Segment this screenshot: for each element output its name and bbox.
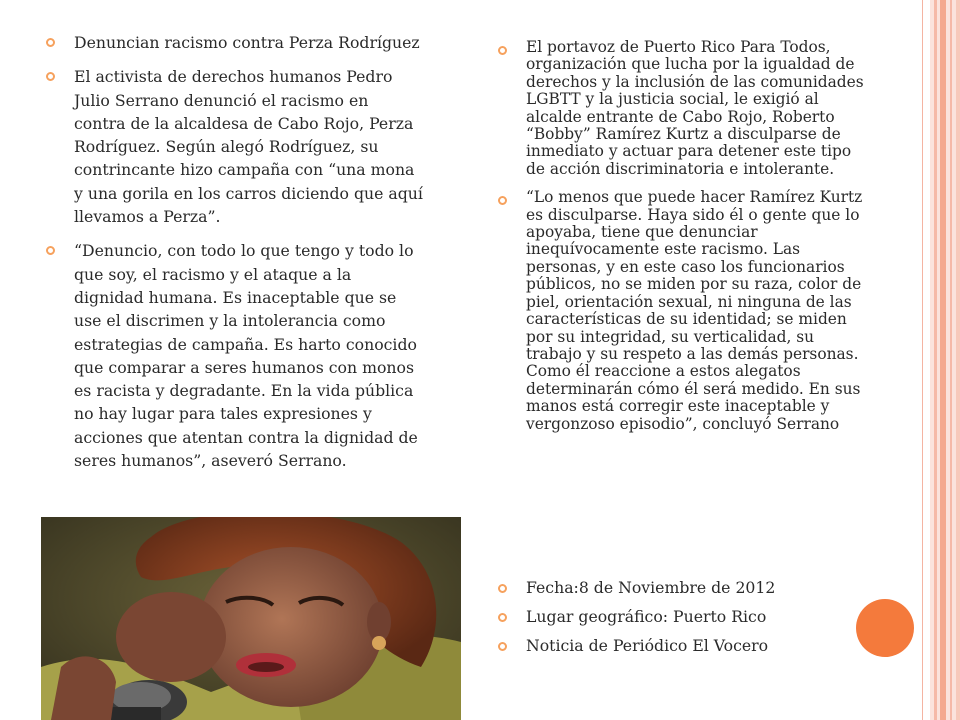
bullet-circle-icon xyxy=(498,196,507,205)
list-item xyxy=(496,189,874,433)
list-item xyxy=(44,239,424,472)
left-bullet-list xyxy=(44,31,424,483)
decorative-right-border xyxy=(930,0,960,720)
bullet-circle-icon xyxy=(46,38,55,47)
paragraph-text: El activista de derechos humanos Pedro Julio Serrano denunció el racismo en contra de la alcaldesa de Cabo Rojo, Perza Rodríguez. Según alegó Rodríguez, su contrincante hizo campaña con “una mona y una gorila en los carros diciendo que aquí llevamos a Perza”. xyxy=(74,67,423,227)
paragraph-text: El portavoz de Puerto Rico Para Todos, organización que lucha por la igualdad de derechos y la inclusión de las comunidades LGBTT y la justicia social, le exigió al alcalde entrante de Cabo Rojo, Roberto “Bobby” Ramírez Kurtz a disculparse de inmediato y actuar para detener este tipo de acción discriminatoria e intolerante. xyxy=(526,38,864,178)
quote-text: “Lo menos que puede hacer Ramírez Kurtz es disculparse. Haya sido él o gente que lo apoyaba, tiene que denunciar inequívocamente este racismo. Las personas, y en este caso los funcionarios públicos, no se miden por su raza, color de piel, orientación sexual, ni ninguna de las características de su identidad; se miden por su integridad, su verticalidad, su trabajo y su respeto a las demás personas. Como él reaccione a estos alegatos determinarán cómo él será medido. En sus manos está corregir este inaceptable y vergonzoso episodio”, concluyó Serrano xyxy=(526,188,863,433)
headline-text: Denuncian racismo contra Perza Rodríguez xyxy=(74,33,420,52)
decorative-vertical-line xyxy=(922,0,923,720)
list-item xyxy=(496,606,856,628)
bullet-circle-icon xyxy=(498,584,507,593)
portrait-photo xyxy=(41,517,461,720)
decorative-orange-circle xyxy=(856,599,914,657)
bullet-circle-icon xyxy=(46,246,55,255)
quote-text: “Denuncio, con todo lo que tengo y todo lo que soy, el racismo y el ataque a la dignidad humana. Es inaceptable que se use el discrimen y la intolerancia como estrategias de campaña. Es harto conocido que comparar a seres humanos con monos es racista y degradante. En la vida pública no hay lugar para tales expresiones y acciones que atentan contra la dignidad de seres humanos”, aseveró Serrano. xyxy=(74,241,418,471)
list-item xyxy=(496,577,856,599)
location-text: Lugar geográfico: Puerto Rico xyxy=(526,607,767,626)
bullet-circle-icon xyxy=(498,642,507,651)
right-bullet-list xyxy=(496,39,874,444)
date-text: Fecha:8 de Noviembre de 2012 xyxy=(526,578,776,597)
source-text: Noticia de Periódico El Vocero xyxy=(526,636,769,655)
list-item xyxy=(44,65,424,228)
metadata-list xyxy=(496,577,856,664)
list-item xyxy=(496,39,874,178)
bullet-circle-icon xyxy=(46,72,55,81)
bullet-circle-icon xyxy=(498,613,507,622)
list-item xyxy=(496,635,856,657)
list-item xyxy=(44,31,424,54)
bullet-circle-icon xyxy=(498,46,507,55)
